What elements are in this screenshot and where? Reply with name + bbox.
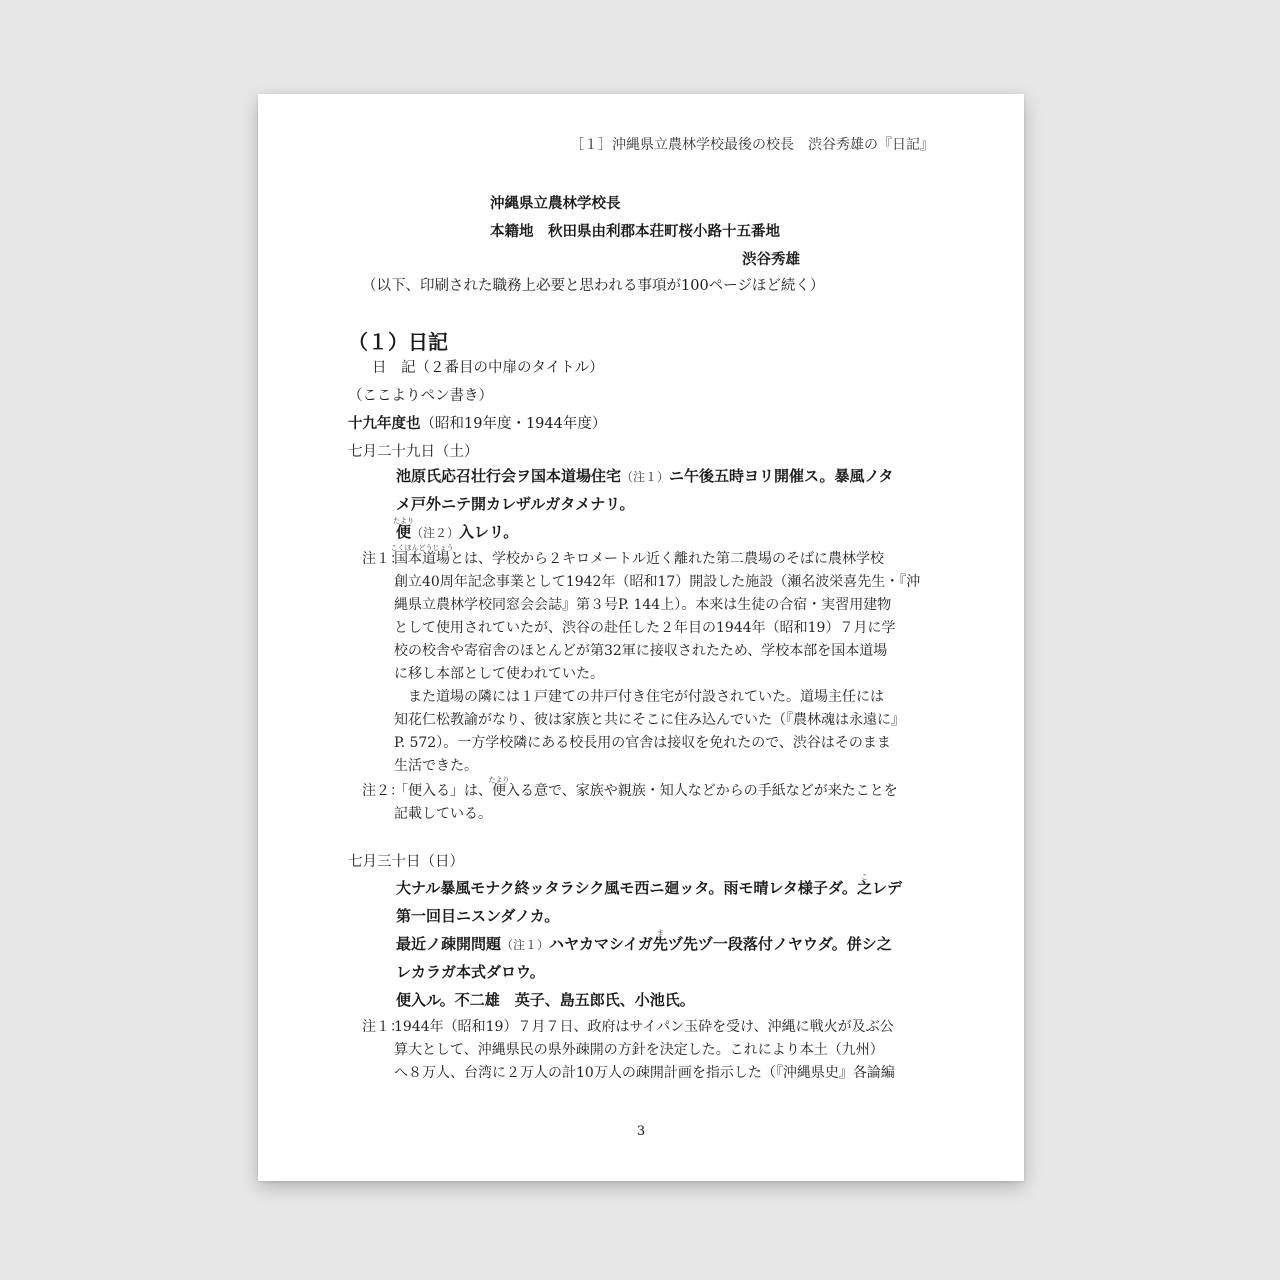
entry-0729-line-1 [396,462,936,491]
footnote-line: 生活できた。 [394,758,478,774]
note-ref: （注１） [501,938,550,952]
entry-text: 入レリ。 [459,523,519,541]
ruby-text: こくほんどうじょう [390,544,454,552]
footnote-line: また道場の隣には１戸建ての井戸付き住宅が付設されていた。道場主任には [394,689,884,705]
footnote-line: として使用されていたが、渋谷の赴任した２年目の1944年（昭和19）７月に学 [394,620,896,636]
entry-text: 最近ノ疎開問題 [396,935,502,953]
footnote-text: とは、学校から２キロメートル近く離れた第二農場のそばに農林学校 [450,551,884,567]
ruby-text: たより [393,517,414,525]
fiscal-year-paren: （昭和19年度・1944年度） [420,416,607,432]
ruby-word [653,930,668,958]
entry-0730-line-1 [396,874,936,902]
entry-text: ニ午後五時ヨリ開催ス。暴風ノタ [669,467,894,485]
footnote-line [394,776,935,803]
footnote-0729-1 [362,544,935,788]
footnote-line: P. 572）。一方学校隣にある校長用の官舎は接収を免れたので、渋谷はそのまま [394,735,891,751]
ruby-text: こ [860,873,868,881]
author-name: 渋谷秀雄 [742,252,800,268]
ruby-text: たより [488,776,510,784]
footnote-body [390,544,935,778]
ruby-base: 便 [396,523,412,541]
note-ref: （注１） [621,470,670,484]
printed-matter-note: （以下、印刷された職務上必要と思われる事項が100ページほど続く） [362,278,825,294]
footnote-line: に移し本部として使われていた。 [394,666,604,682]
entry-0729-line-2: メ戸外ニテ開カレザルガタメナリ。 [396,495,635,513]
footnote-label: 注１： [362,551,404,567]
footnote-line: 縄県立農林学校同窓会会誌』第３号P. 144上）。本来は生徒の合宿・実習用建物 [394,597,892,613]
ruby-base: 之 [856,879,872,897]
entry-date-0729: 七月二十九日（土） [348,444,479,460]
entry-0730-line-5: 便入ル。不二雄 英子、島五郎氏、小池氏。 [396,991,695,1009]
fiscal-year-line [348,412,606,433]
footnote-line: 算大として、沖縄県民の県外疎開の方針を決定した。これにより本土（九州） [394,1042,884,1058]
footnote-label: 注１： [362,1019,404,1035]
ruby-base: 便 [492,783,506,799]
section-title: （１）日記 [348,330,448,354]
entry-text: レデ [871,879,902,897]
footnote-line: 校の校舎や寄宿舎のほとんどが第32軍に接収されたため、学校本部を国本道場 [394,643,888,659]
ruby-text: ま [656,929,664,937]
footnote-label: 注２： [362,783,404,799]
pen-note: （ここよりペン書き） [348,388,493,404]
entry-0729-line-3 [393,517,936,547]
entry-0730-line-3 [396,930,936,959]
footnote-line: 知花仁松教諭がなり、彼は家族と共にそこに住み込んでいた（『農林魂は永遠に』 [394,712,905,728]
entry-date-0730: 七月三十日（日） [348,854,464,870]
ruby-word [488,776,510,803]
footnote-line: 1944年（昭和19）７月７日、政府はサイパン玉砕を受け、沖縄に戦火が及ぶ公 [394,1019,894,1035]
footnote-0730-1 [362,1016,935,1088]
footnote-line: へ８万人、台湾に２万人の計10万人の疎開計画を指示した（『沖縄県史』各論編 [394,1065,895,1081]
running-header: ［１］沖縄県立農林学校最後の校長 渋谷秀雄の『日記』 [570,137,934,153]
section-subtitle: 日 記（２番目の中扉のタイトル） [372,360,604,376]
entry-text: ヅ先ヅ一段落付ノヤウダ。併シ之 [667,935,892,953]
ruby-word [390,544,454,571]
footnote-line [390,544,935,571]
fiscal-year-bold: 十九年度也 [348,416,421,432]
entry-text: ハヤカマシイガ [549,935,653,953]
footnote-body [394,1016,935,1085]
domicile-line: 本籍地 秋田県由利郡本荘町桜小路十五番地 [490,224,780,240]
entry-0730-line-2: 第一回目ニスンダノカ。 [396,907,560,925]
footnote-0729-2 [362,776,935,830]
entry-0730-line-4: レカラガ本式ダロウ。 [396,963,545,981]
footnote-body [394,776,935,826]
ruby-base: 国本道場 [394,551,450,567]
footnote-line: 創立40周年記念事業として1942年（昭和17）開設した施設（瀬名波栄喜先生・『沖 [394,574,921,590]
school-title: 沖縄県立農林学校長 [490,196,621,212]
footnote-line: 記載している。 [394,806,492,822]
ruby-base: 先 [652,935,668,953]
footnote-text: 入る意で、家族や親族・知人などからの手紙などが来たことを [506,783,898,799]
entry-text: 池原氏応召壮行会ヲ国本道場住宅 [396,467,622,485]
ruby-word [857,874,872,902]
document-page [258,94,1024,1181]
entry-text: 大ナル暴風モナク終ッタラシク風モ西ニ廻ッタ。雨モ晴レタ様子ダ。 [396,879,857,897]
page-number: 3 [636,1124,646,1139]
footnote-text: 「便入る」は、 [394,783,492,799]
note-ref: （注２） [411,526,460,540]
